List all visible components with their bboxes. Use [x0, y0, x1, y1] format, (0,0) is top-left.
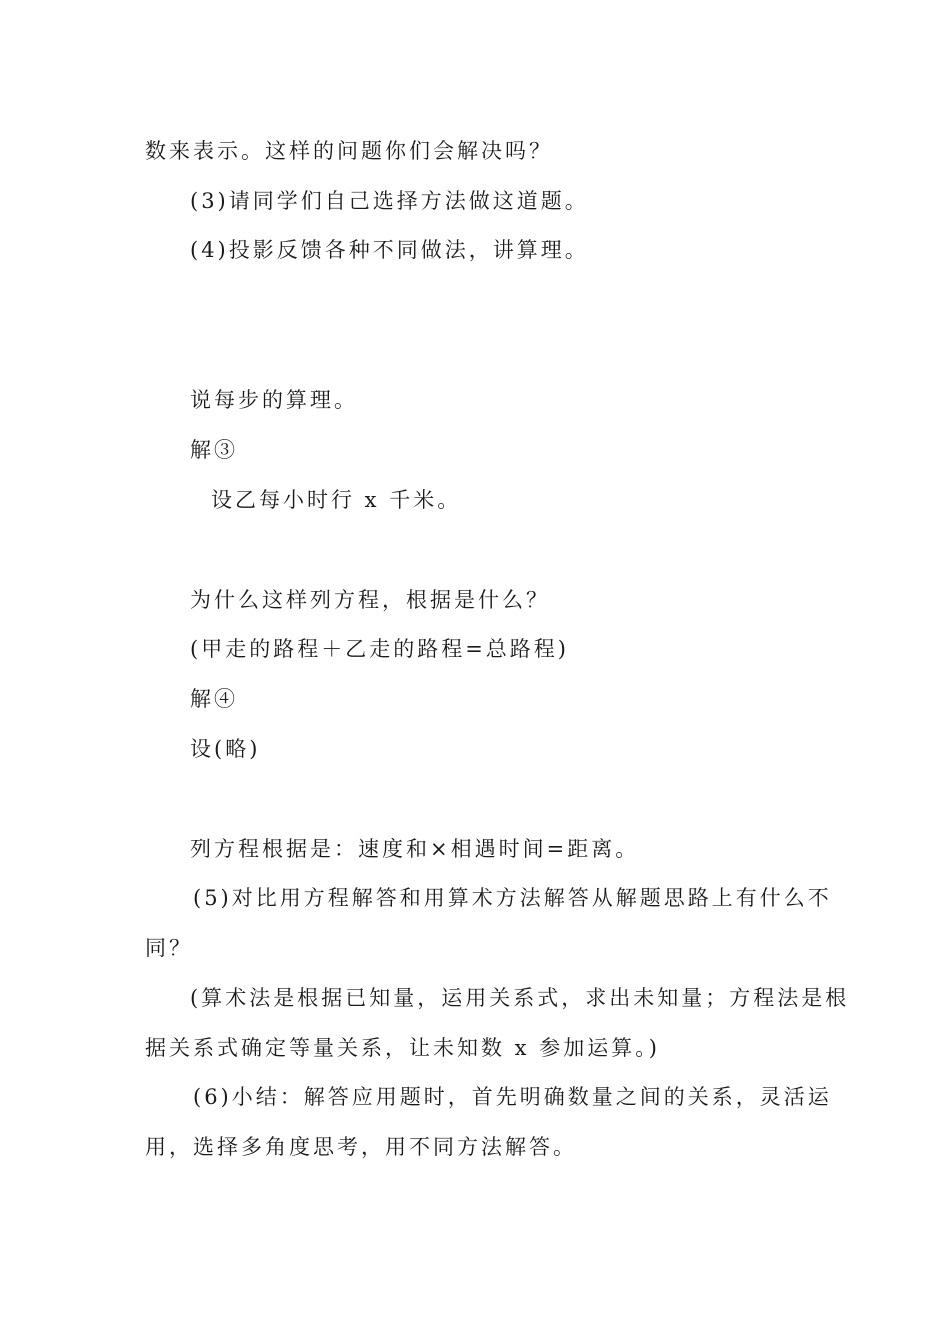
text-line: 说每步的算理。 [190, 388, 358, 412]
text-line: (4)投影反馈各种不同做法，讲算理。 [190, 238, 589, 262]
text-line: 同？ [145, 936, 193, 960]
text-line: 用，选择多角度思考，用不同方法解答。 [145, 1135, 577, 1159]
text-line: (6)小结：解答应用题时，首先明确数量之间的关系，灵活运 [193, 1085, 832, 1109]
text-line: (甲走的路程＋乙走的路程=总路程) [190, 637, 569, 661]
text-line: 为什么这样列方程，根据是什么？ [190, 588, 550, 612]
text-line: 设(略) [190, 737, 261, 761]
text-line: 据关系式确定等量关系，让未知数 x 参加运算。) [145, 1036, 660, 1060]
text-line: 列方程根据是：速度和×相遇时间=距离。 [190, 837, 640, 861]
text-line: 解④ [190, 687, 238, 711]
text-line: (3)请同学们自己选择方法做这道题。 [190, 189, 589, 213]
text-line: 解③ [190, 438, 238, 462]
text-line: (5)对比用方程解答和用算术方法解答从解题思路上有什么不 [193, 886, 832, 910]
text-line: (算术法是根据已知量，运用关系式，求出未知量；方程法是根 [190, 986, 850, 1010]
text-line: 设乙每小时行 x 千米。 [211, 488, 462, 512]
text-line: 数来表示。这样的问题你们会解决吗？ [145, 139, 553, 163]
